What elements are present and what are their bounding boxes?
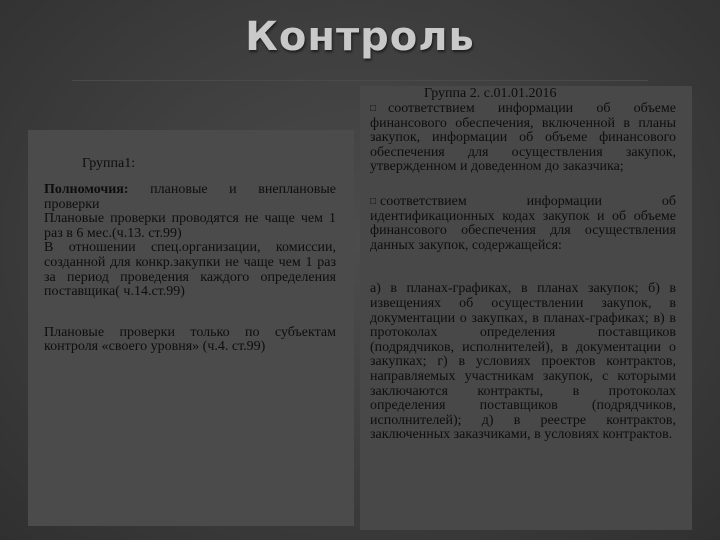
spacer [370,253,676,282]
powers-text: плановые и внеплановые проверки [44,182,336,212]
checks-own-level: Плановые проверки только по субъектам контроля «своего уровня» (ч.4. ст.99) [44,324,336,355]
special-organization-checks: В отношении спец.организации, комиссии, созданной для конкр.закупки не чаще чем 1 раз за период проведения каждого определения поставщика( ч.14.ст.99) [44,240,336,300]
checkbox-bullet-icon: □ [370,195,377,207]
group2-item-1 [370,102,676,175]
checkbox-bullet-icon: □ [370,103,377,114]
group2-item-1-text: соответствием информации об объеме финансового обеспечения, включенной в планы закупок, информации об объеме финансового обеспечения для осуществления закупок, утвержденном и доведенном до заказчика; [370,101,676,175]
title-bar [0,0,720,78]
group2-heading: Группа 2. с.01.01.2016 [424,86,557,101]
group2-body [370,102,676,443]
group2-item-2 [370,195,676,253]
planned-checks-frequency: Плановые проверки проводятся не чаще чем 1 раз в 6 мес.(ч.13. ст.99) [44,211,336,241]
slide-title: Контроль [245,14,475,60]
group2-sublist: а) в планах-графиках, в планах закупок; б) в извещениях об осуществлении закупок, в документации о закупках, в планах-графиках; в) в протоколах определения поставщиков (подрядчиков, исполнителей), в документации о закупках; г) в условиях проектов контрактов, направляемых участникам закупок, с которыми заключаются контракты, в протоколах определения поставщиков (подрядчиков, исполнителей); д) в реестре контрактов, заключенных заказчиками, в условиях контрактов. [370,281,676,443]
spacer [370,175,676,195]
group2-item-2-text: соответствием информации об идентификационных кодах закупок и об объеме финансового обеспечения для осуществления данных закупок, содержащейся: [370,193,676,253]
group1-heading: Группа1: [82,156,136,171]
powers-label: Полномочия: [44,182,129,197]
group1-body [44,183,336,355]
title-divider [72,80,648,81]
powers-paragraph [44,183,336,212]
spacer [44,300,336,326]
